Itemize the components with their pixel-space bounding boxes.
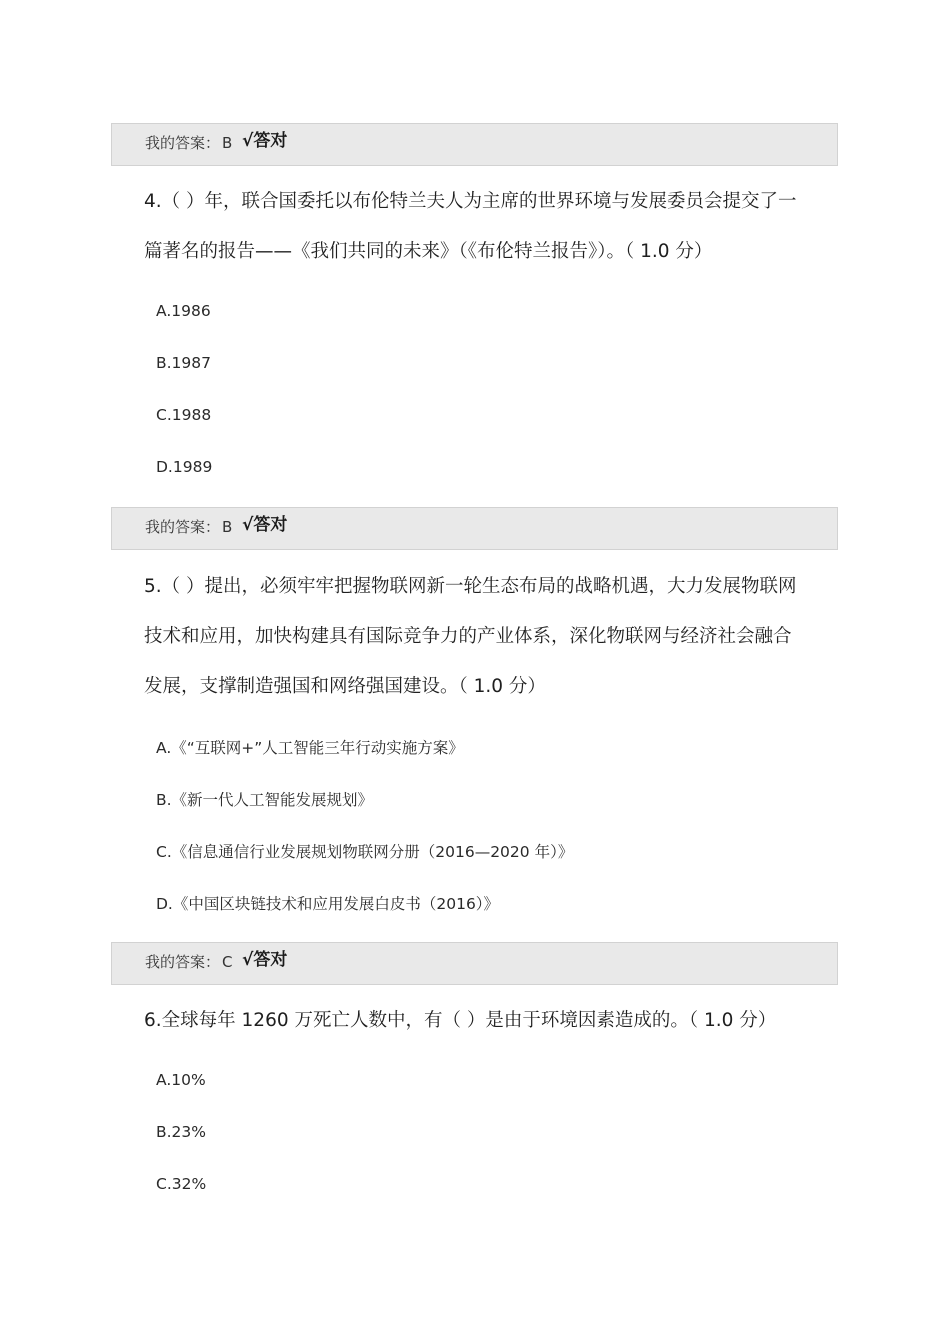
answer-choice: C [222, 953, 233, 971]
answer-label: 我的答案： C [145, 953, 233, 971]
option-b[interactable]: B.1987 [156, 354, 212, 372]
answer-label: 我的答案： B [145, 134, 233, 152]
answer-bar [111, 942, 838, 985]
option-d[interactable]: D.1989 [156, 458, 213, 476]
answer-result: √答对 [242, 950, 288, 970]
answer-bar [111, 123, 838, 166]
answer-label: 我的答案： B [145, 518, 233, 536]
answer-choice: B [222, 518, 233, 536]
question-text: 发展，支撑制造强国和网络强国建设。（ 1.0 分） [144, 676, 546, 697]
option-c[interactable]: C.32% [156, 1175, 207, 1193]
option-a[interactable]: A.10% [156, 1071, 206, 1089]
question-text: 技术和应用，加快构建具有国际竞争力的产业体系，深化物联网与经济社会融合 [144, 626, 792, 647]
option-b[interactable]: B.23% [156, 1123, 207, 1141]
question-text: 篇著名的报告——《我们共同的未来》（《布伦特兰报告》）。（ 1.0 分） [144, 241, 713, 262]
option-d[interactable]: D.《中国区块链技术和应用发展白皮书（2016）》 [156, 895, 500, 913]
question-text: 6.全球每年 1260 万死亡人数中，有（ ）是由于环境因素造成的。（ 1.0 分） [144, 1010, 777, 1031]
option-c[interactable]: C.1988 [156, 406, 212, 424]
option-a[interactable]: A.《“互联网+”人工智能三年行动实施方案》 [156, 739, 464, 757]
answer-choice: B [222, 134, 233, 152]
option-c[interactable]: C.《信息通信行业发展规划物联网分册（2016—2020 年）》 [156, 843, 574, 861]
answer-result: √答对 [242, 515, 288, 535]
question-text: 4.（ ）年，联合国委托以布伦特兰夫人为主席的世界环境与发展委员会提交了一 [144, 191, 797, 212]
option-a[interactable]: A.1986 [156, 302, 211, 320]
answer-result: √答对 [242, 131, 288, 151]
answer-bar [111, 507, 838, 550]
option-b[interactable]: B.《新一代人工智能发展规划》 [156, 791, 374, 809]
question-text: 5.（ ）提出，必须牢牢把握物联网新一轮生态布局的战略机遇，大力发展物联网 [144, 576, 797, 597]
